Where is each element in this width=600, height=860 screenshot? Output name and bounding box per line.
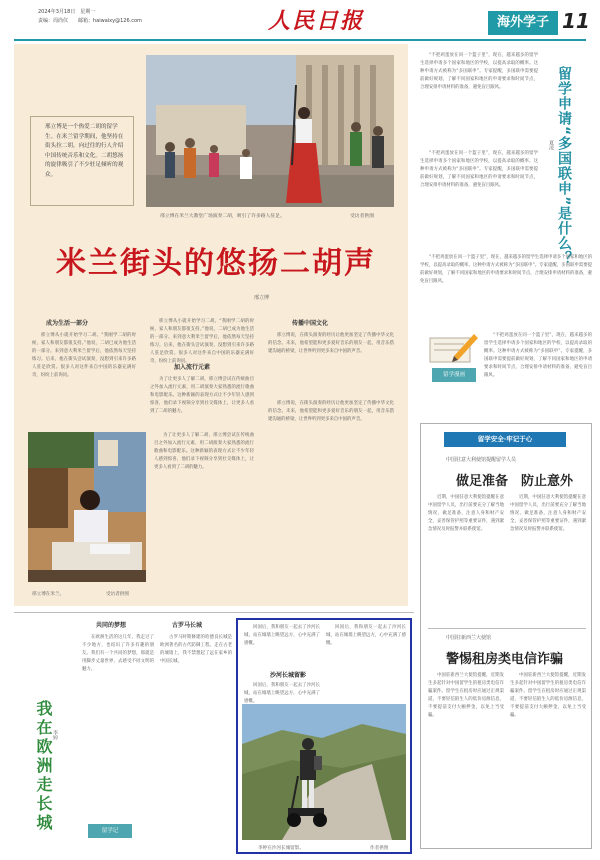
newspaper-logo: 人民日报 (268, 8, 365, 34)
safety-text-1b: 近期，中国驻意大利使馆提醒在意中国留学人员，出行前要充分了解当地情况，做足准备，注意人身和财产安全，妥善保管护照等重要证件，遇到紧急情况及时报警并联系使馆。 (510, 495, 586, 533)
masthead-date: 2024年3月18日 星期一 (38, 9, 96, 15)
right-column-text: “不把鸡蛋放在同一个篮子里”，现在，越来越多的留学生选择申请多个国家和地区的学校，以提高录取的概率。这种申请方式被称为“多国联申”。专家提醒，多国联申需要提前做好规划，了解不同国家和地区的申请要求和时间节点，合理安排申请材料的准备，避免盲目跟风。 (420, 53, 538, 91)
study-notes-tab: 留学记 (88, 824, 132, 838)
great-wall-segway-photo (242, 704, 406, 840)
safety-divider (428, 628, 586, 629)
section-text-3: 邢立博说，在街头演奏的经历让他更加坚定了传播中华文化的信念。未来，他希望能和更多爱好音乐的朋友一起，用音乐搭建沟通的桥梁，让世界听到更多来自中国的声音。 (268, 333, 394, 355)
feature-author: 邢立博 (254, 295, 270, 301)
bottom-text-1: 在欧洲生活的这几年，我走过了不少地方，也结识了许多有趣的朋友。我们有一个共同的梦想，那就是用脚步丈量世界，去感受不同文明的魅力。 (82, 635, 154, 673)
safety-text-1a: 近期，中国驻意大利使馆提醒在意中国留学人员，出行前要充分了解当地情况，做足准备，注意人身和财产安全，妥善保管护照等重要证件，遇到紧急情况及时报警并联系使馆。 (428, 495, 504, 533)
bottom-heading-1: 共同的梦想 (96, 622, 127, 629)
pencil-icon (428, 330, 480, 364)
photo2-credit: 受访者供图 (106, 592, 129, 597)
pull-quote: 邢立博是一个热爱二胡的留学生。在米兰留学期间，他坚持在街头拉二胡，向过往的行人介绍中国传统音乐和文化。二胡悠扬的旋律吸引了不少驻足倾听的观众。 (30, 116, 134, 206)
photo-credit: 受访者供图 (350, 214, 374, 219)
right-column-text-2: “不把鸡蛋放在同一个篮子里”，现在，越来越多的留学生选择申请多个国家和地区的学校，以提高录取的概率。这种申请方式被称为“多国联申”。专家提醒，多国联申需要提前做好规划，了解不同国家和地区的申请要求和时间节点，合理安排申请材料的准备，避免盲目跟风。 (420, 255, 592, 285)
photo-caption: 邢立博在米兰大教堂广场演奏二胡，吸引了许多路人驻足。 (160, 214, 285, 219)
bottom-text-2: 古罗马时期修建的哈德良长城是欧洲著名的古代防御工程。走在古老的城墙上，我不禁想起了远在家乡的中国长城。 (160, 635, 232, 665)
section-label: 海外学子 (488, 11, 558, 35)
safety-kicker-1: 中国驻意大利使馆提醒留学人员 (446, 457, 517, 463)
right-column-author: 夏凌 (548, 140, 554, 150)
masthead-editors: 责编：周尚仪 邮箱：haiwaixy@126.com (38, 18, 142, 24)
photo3-caption: 李婷在沙河长城留影。 (258, 846, 304, 851)
section-heading-1: 成为生活一部分 (46, 320, 89, 327)
safety-kicker-2: 中国驻新西兰大使馆 (446, 635, 492, 641)
box-heading: 沙河长城留影 (270, 672, 307, 679)
page-number: 11 (562, 9, 590, 33)
bottom-vertical-title: 我在欧洲走长城 (34, 700, 53, 833)
cafe-portrait-photo (28, 432, 146, 582)
right-column-text-3: “不把鸡蛋放在同一个篮子里”，现在，越来越多的留学生选择申请多个国家和地区的学校，以提高录取的概率。这种申请方式被称为“多国联申”。专家提醒，多国联申需要提前做好规划，了解不同国家和地区的申请要求和时间节点，合理安排申请材料的准备，避免盲目跟风。 (484, 333, 592, 379)
comic-tab: 留学漫画 (432, 368, 476, 382)
safety-headline-2: 警惕租房类电信诈骗 (446, 652, 564, 667)
safety-text-2b: 中国驻新西兰大使馆提醒，近期发生多起针对中国留学生的租房类电信诈骗案件。留学生在租房时应通过正规渠道，不要轻信陌生人的低价房源信息，不要提前支付大额押金，以免上当受骗。 (510, 673, 586, 719)
box-text-3: 回国后，我和朋友一起去了沙河长城，站在城墙上眺望远方，心中充满了感慨。 (244, 683, 320, 705)
masthead (0, 0, 600, 46)
box-text-1: 回国后，我和朋友一起去了沙河长城，站在城墙上眺望远方，心中充满了感慨。 (244, 625, 320, 647)
box-text-2: 回国后，我和朋友一起去了沙河长城，站在城墙上眺望远方，心中充满了感慨。 (326, 625, 406, 647)
section-text-1: 邢立博从小就开始学习二胡。“我刚学二胡的时候，家人和朋友都很支持。”他说，二胡已成为他生活的一部分。来到意大利米兰留学后，他依然每天坚持练习。后来，他在街头尝试演奏，没想到引来许多路人驻足欣赏。很多人对这件来自中国的乐器充满好奇，纷纷上前询问。 (32, 333, 136, 379)
section-text-3-cont: 邢立博说，在街头演奏的经历让他更加坚定了传播中华文化的信念。未来，他希望能和更多爱好音乐的朋友一起，用音乐搭建沟通的桥梁，让世界听到更多来自中国的声音。 (268, 401, 394, 423)
right-column-text-cont: “不把鸡蛋放在同一个篮子里”，现在，越来越多的留学生选择申请多个国家和地区的学校，以提高录取的概率。这种申请方式被称为“多国联申”。专家提醒，多国联申需要提前做好规划，了解不同国家和地区的申请要求和时间节点，合理安排申请材料的准备，避免盲目跟风。 (420, 151, 538, 189)
right-column-title: 留学申请“多国联申”是什么？ (556, 66, 572, 267)
bottom-heading-2: 古罗马长城 (172, 622, 203, 629)
bottom-divider (14, 612, 414, 613)
bottom-vertical-author: 李婷 (52, 730, 58, 740)
safety-box-title: 留学安全·牢记于心 (444, 432, 566, 447)
photo2-caption: 邢立博在米兰。 (32, 592, 65, 597)
safety-headline-1: 做足准备 防止意外 (456, 474, 574, 489)
masthead-rule (14, 39, 586, 41)
safety-text-2a: 中国驻新西兰大使馆提醒，近期发生多起针对中国留学生的租房类电信诈骗案件。留学生在租房时应通过正规渠道，不要轻信陌生人的低价房源信息，不要提前支付大额押金，以免上当受骗。 (428, 673, 504, 719)
feature-headline: 米兰街头的悠扬二胡声 (56, 246, 376, 281)
street-performance-photo (146, 55, 394, 207)
section-text-1-cont: 邢立博从小就开始学习二胡。“我刚学二胡的时候，家人和朋友都很支持。”他说，二胡已成为他生活的一部分。来到意大利米兰留学后，他依然每天坚持练习。后来，他在街头尝试演奏，没想到引来许多路人驻足欣赏。很多人对这件来自中国的乐器充满好奇，纷纷上前询问。 (150, 319, 254, 365)
section-heading-2: 加入流行元素 (174, 364, 211, 371)
section-heading-3: 传播中国文化 (292, 320, 329, 327)
section-text-2: 为了让更多人了解二胡，邢立博尝试在传统曲目之外加入流行元素，用二胡演奏大家熟悉的流行歌曲和电影配乐。这种新颖的表现方式让不少年轻人感到惊喜，他们录下视频分享到社交媒体上，让更多人看到了二胡的魅力。 (150, 377, 254, 415)
photo3-credit: 作者供图 (370, 846, 389, 851)
section-text-2-cont: 为了让更多人了解二胡，邢立博尝试在传统曲目之外加入流行元素，用二胡演奏大家熟悉的流行歌曲和电影配乐。这种新颖的表现方式让不少年轻人感到惊喜，他们录下视频分享到社交媒体上，让更多人看到了二胡的魅力。 (154, 433, 254, 471)
